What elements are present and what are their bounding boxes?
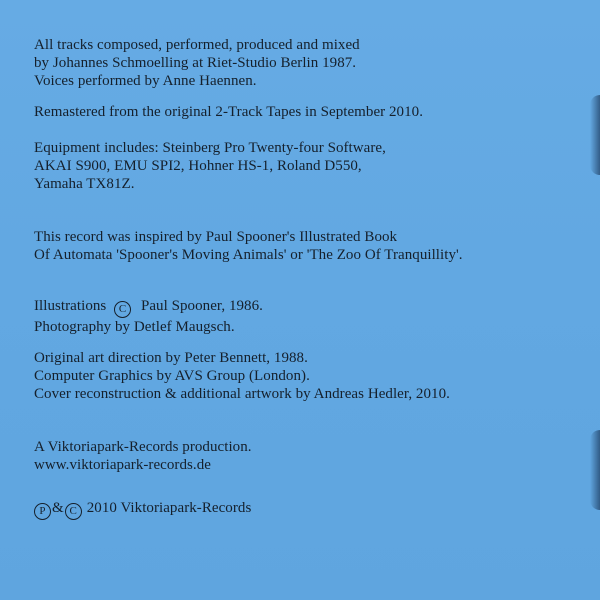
- copyright-symbol-icon: C: [114, 301, 131, 318]
- composition-line-2: by Johannes Schmoelling at Riet-Studio Berlin 1987.: [34, 55, 357, 71]
- art-line-3: Cover reconstruction & additional artwork by Andreas Hedler, 2010.: [34, 386, 450, 402]
- label-info: [34, 438, 252, 474]
- illustrations-line: [34, 297, 263, 318]
- copyright-text: 2010 Viktoriapark-Records: [86, 500, 252, 516]
- art-credits: [34, 349, 450, 403]
- copyright-notice: [34, 499, 251, 520]
- inspiration-note: [34, 228, 463, 264]
- ampersand: &: [52, 500, 64, 516]
- illustrations-suffix: Paul Spooner, 1986.: [140, 298, 263, 314]
- production-line: A Viktoriapark-Records production.: [34, 439, 252, 455]
- website-line: www.viktoriapark-records.de: [34, 457, 211, 473]
- illustrations-prefix: Illustrations: [34, 298, 107, 314]
- page-edge-shadow-bottom: [590, 430, 600, 510]
- copyright-notice-line: [34, 499, 251, 520]
- remaster-credit: [34, 103, 423, 121]
- equipment-line-1: Equipment includes: Steinberg Pro Twenty-four Software,: [34, 140, 386, 156]
- equipment-line-3: Yamaha TX81Z.: [34, 176, 135, 192]
- equipment-credits: [34, 139, 386, 193]
- remaster-line: Remastered from the original 2-Track Tapes in September 2010.: [34, 104, 423, 120]
- illustration-credits: [34, 297, 263, 336]
- composition-credits: [34, 36, 360, 90]
- inspiration-line-2: Of Automata 'Spooner's Moving Animals' or 'The Zoo Of Tranquillity'.: [34, 247, 463, 263]
- composition-line-1: All tracks composed, performed, produced and mixed: [34, 37, 360, 53]
- copyright-symbol-icon: C: [65, 503, 82, 520]
- art-line-2: Computer Graphics by AVS Group (London).: [34, 368, 310, 384]
- composition-line-3: Voices performed by Anne Haennen.: [34, 73, 257, 89]
- phonogram-symbol-icon: P: [34, 503, 51, 520]
- photography-line: Photography by Detlef Maugsch.: [34, 319, 235, 335]
- art-line-1: Original art direction by Peter Bennett, 1988.: [34, 350, 308, 366]
- inspiration-line-1: This record was inspired by Paul Spooner's Illustrated Book: [34, 229, 398, 245]
- equipment-line-2: AKAI S900, EMU SPI2, Hohner HS-1, Roland D550,: [34, 158, 362, 174]
- page-edge-shadow-top: [590, 95, 600, 175]
